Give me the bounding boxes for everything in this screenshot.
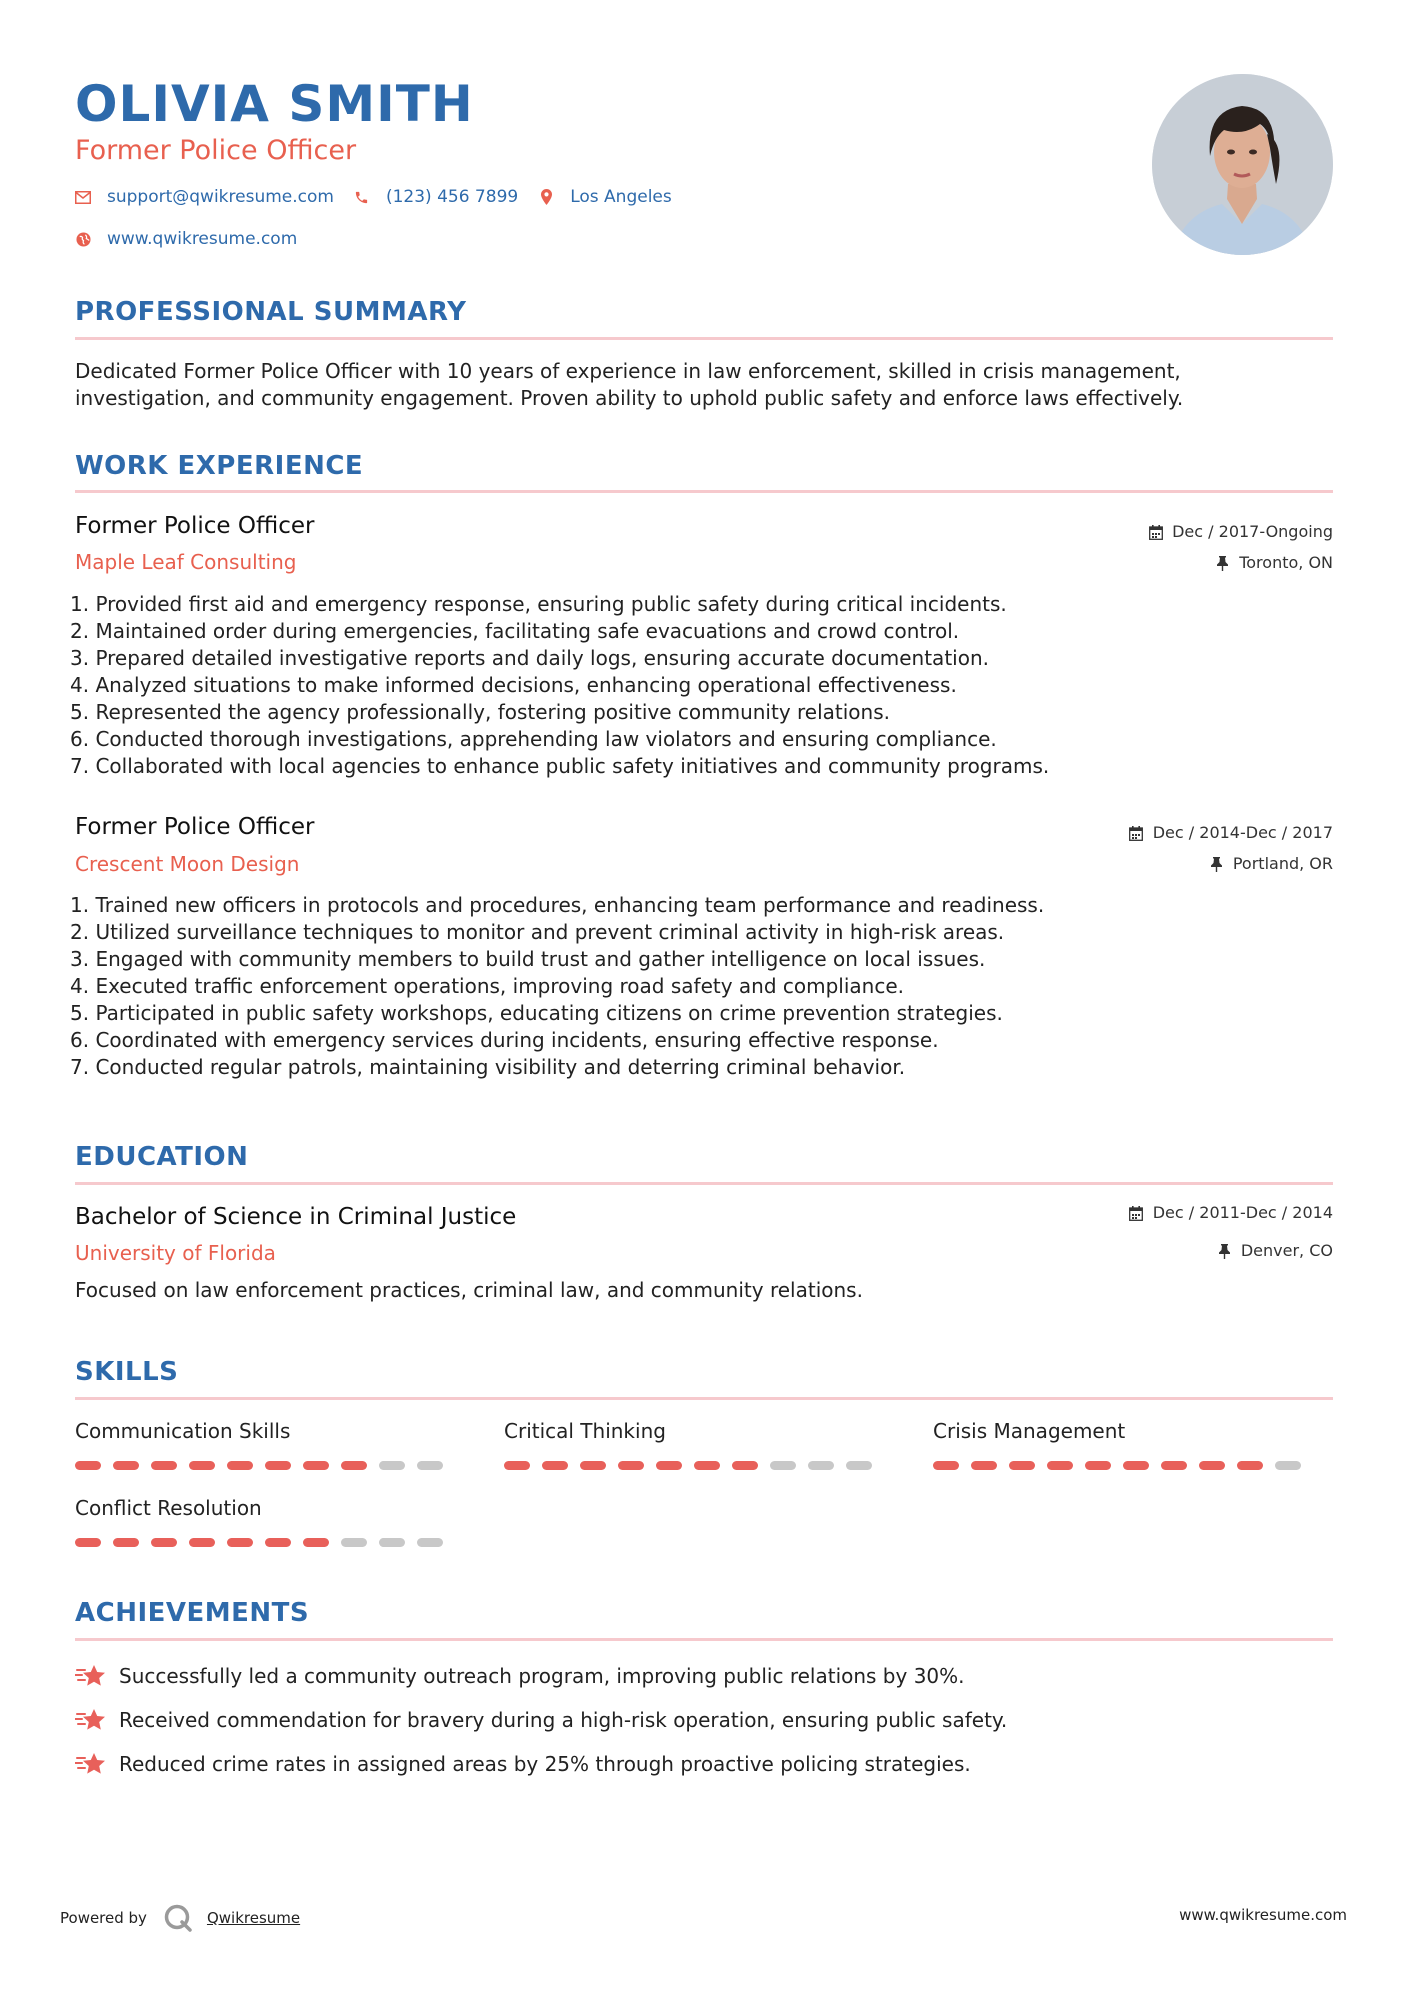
degree-title: Bachelor of Science in Criminal Justice bbox=[75, 1204, 517, 1230]
skill-item bbox=[504, 1418, 884, 1470]
skill-segment-empty bbox=[1275, 1461, 1301, 1470]
location-text: Los Angeles bbox=[570, 187, 672, 207]
skill-segment-filled bbox=[75, 1538, 101, 1547]
candidate-title: Former Police Officer bbox=[75, 135, 357, 166]
skill-segment-filled bbox=[151, 1538, 177, 1547]
section-divider bbox=[75, 490, 1333, 493]
skill-segment-empty bbox=[770, 1461, 796, 1470]
job-dates-text: Dec / 2014-Dec / 2017 bbox=[1152, 823, 1333, 842]
skill-segment-filled bbox=[1123, 1461, 1149, 1470]
phone-icon bbox=[354, 189, 370, 205]
map-pin-icon bbox=[538, 189, 554, 205]
qwikresume-link[interactable]: Qwikresume bbox=[206, 1909, 301, 1927]
qwikresume-logo-icon bbox=[163, 1903, 193, 1933]
school-name: University of Florida bbox=[75, 1241, 276, 1265]
skill-rating-bar bbox=[504, 1461, 884, 1470]
skill-segment-filled bbox=[1009, 1461, 1035, 1470]
skill-segment-filled bbox=[303, 1538, 329, 1547]
job-dates bbox=[1148, 522, 1333, 542]
skill-segment-filled bbox=[227, 1461, 253, 1470]
education-location-text: Denver, CO bbox=[1240, 1241, 1333, 1260]
skill-segment-filled bbox=[151, 1461, 177, 1470]
achievement-text: Reduced crime rates in assigned areas by 25% through proactive policing strategies. bbox=[119, 1751, 971, 1776]
list-item: 7. Conducted regular patrols, maintaining visibility and deterring criminal behavior. bbox=[70, 1055, 906, 1079]
skill-segment-filled bbox=[265, 1538, 291, 1547]
contact-row-secondary bbox=[75, 229, 317, 249]
pushpin-icon bbox=[1215, 556, 1230, 571]
education-location bbox=[1217, 1241, 1333, 1261]
achievement-item bbox=[75, 1749, 971, 1779]
list-item: 1. Trained new officers in protocols and procedures, enhancing team performance and readiness. bbox=[70, 893, 1045, 917]
star-icon bbox=[75, 1661, 107, 1691]
skill-segment-filled bbox=[1199, 1461, 1225, 1470]
globe-icon bbox=[75, 231, 91, 247]
skill-segment-empty bbox=[379, 1538, 405, 1547]
skill-segment-filled bbox=[303, 1461, 329, 1470]
experience-heading: WORK EXPERIENCE bbox=[75, 451, 364, 481]
skill-segment-filled bbox=[580, 1461, 606, 1470]
star-icon bbox=[75, 1749, 107, 1779]
list-item: 2. Maintained order during emergencies, facilitating safe evacuations and crowd control. bbox=[70, 619, 960, 643]
education-dates bbox=[1129, 1203, 1333, 1223]
section-divider bbox=[75, 337, 1333, 340]
list-item: 3. Engaged with community members to build trust and gather intelligence on local issues. bbox=[70, 947, 986, 971]
achievement-item bbox=[75, 1661, 965, 1691]
star-icon bbox=[75, 1705, 107, 1735]
contact-row-primary bbox=[75, 187, 692, 207]
achievement-text: Successfully led a community outreach program, improving public relations by 30%. bbox=[119, 1663, 965, 1688]
list-item: 3. Prepared detailed investigative reports and daily logs, ensuring accurate documentation. bbox=[70, 646, 989, 670]
skill-segment-filled bbox=[265, 1461, 291, 1470]
contact-email[interactable] bbox=[75, 187, 334, 207]
list-item: 2. Utilized surveillance techniques to monitor and prevent criminal activity in high-risk areas. bbox=[70, 920, 1005, 944]
skill-name: Communication Skills bbox=[75, 1419, 291, 1443]
skill-segment-filled bbox=[504, 1461, 530, 1470]
skill-segment-filled bbox=[542, 1461, 568, 1470]
phone-text: (123) 456 7899 bbox=[385, 187, 519, 207]
job-dates-text: Dec / 2017-Ongoing bbox=[1172, 522, 1333, 541]
calendar-icon bbox=[1129, 1206, 1144, 1221]
job-company: Crescent Moon Design bbox=[75, 852, 300, 876]
skill-item bbox=[75, 1418, 455, 1470]
contact-phone[interactable] bbox=[354, 187, 518, 207]
calendar-icon bbox=[1148, 525, 1163, 540]
skill-segment-filled bbox=[1161, 1461, 1187, 1470]
skill-rating-bar bbox=[75, 1538, 455, 1547]
skill-segment-filled bbox=[75, 1461, 101, 1470]
job-company: Maple Leaf Consulting bbox=[75, 550, 297, 574]
job-dates bbox=[1129, 823, 1333, 843]
contact-website[interactable] bbox=[75, 229, 297, 249]
skill-segment-filled bbox=[1085, 1461, 1111, 1470]
skill-name: Crisis Management bbox=[933, 1419, 1126, 1443]
education-dates-text: Dec / 2011-Dec / 2014 bbox=[1152, 1203, 1333, 1222]
skill-segment-empty bbox=[846, 1461, 872, 1470]
email-text: support@qwikresume.com bbox=[107, 187, 334, 207]
skill-item bbox=[933, 1418, 1313, 1470]
skill-segment-empty bbox=[417, 1461, 443, 1470]
skill-rating-bar bbox=[75, 1461, 455, 1470]
skill-segment-filled bbox=[189, 1461, 215, 1470]
skill-segment-empty bbox=[379, 1461, 405, 1470]
summary-heading: PROFESSIONAL SUMMARY bbox=[75, 297, 467, 327]
footer-url[interactable]: www.qwikresume.com bbox=[1179, 1906, 1347, 1924]
pushpin-icon bbox=[1209, 857, 1224, 872]
envelope-icon bbox=[75, 189, 91, 205]
skill-item bbox=[75, 1495, 455, 1547]
job-title: Former Police Officer bbox=[75, 814, 315, 840]
education-heading: EDUCATION bbox=[75, 1142, 249, 1172]
list-item: 5. Represented the agency professionally, fostering positive community relations. bbox=[70, 700, 890, 724]
job-location-text: Toronto, ON bbox=[1239, 553, 1333, 572]
achievement-text: Received commendation for bravery during a high-risk operation, ensuring public safety. bbox=[119, 1707, 1008, 1732]
skill-segment-filled bbox=[1047, 1461, 1073, 1470]
skill-segment-filled bbox=[113, 1461, 139, 1470]
powered-by-label: Powered by bbox=[60, 1909, 147, 1927]
skill-name: Critical Thinking bbox=[504, 1419, 666, 1443]
skill-segment-filled bbox=[971, 1461, 997, 1470]
skill-segment-filled bbox=[113, 1538, 139, 1547]
list-item: 4. Analyzed situations to make informed decisions, enhancing operational effectiveness. bbox=[70, 673, 957, 697]
candidate-name: OLIVIA SMITH bbox=[75, 75, 474, 133]
achievement-item bbox=[75, 1705, 1007, 1735]
website-text: www.qwikresume.com bbox=[107, 229, 298, 249]
summary-text: Dedicated Former Police Officer with 10 years of experience in law enforcement, skilled in crisis management, investigation, and community engagement. Proven ability to uphold public safety and enforce laws effectively. bbox=[75, 359, 1184, 410]
list-item: 6. Coordinated with emergency services during incidents, ensuring effective response. bbox=[70, 1028, 939, 1052]
skill-segment-empty bbox=[417, 1538, 443, 1547]
list-item: 5. Participated in public safety workshops, educating citizens on crime prevention strategies. bbox=[70, 1001, 1003, 1025]
contact-location bbox=[538, 187, 672, 207]
education-description: Focused on law enforcement practices, criminal law, and community relations. bbox=[75, 1278, 863, 1302]
skill-segment-filled bbox=[618, 1461, 644, 1470]
job-title: Former Police Officer bbox=[75, 513, 315, 539]
skill-rating-bar bbox=[933, 1461, 1313, 1470]
skill-segment-empty bbox=[808, 1461, 834, 1470]
job-location-text: Portland, OR bbox=[1232, 854, 1333, 873]
section-divider bbox=[75, 1638, 1333, 1641]
skill-segment-empty bbox=[341, 1538, 367, 1547]
job-location bbox=[1209, 854, 1333, 874]
list-item: 1. Provided first aid and emergency response, ensuring public safety during critical incidents. bbox=[70, 592, 1007, 616]
calendar-icon bbox=[1129, 826, 1144, 841]
skill-segment-filled bbox=[189, 1538, 215, 1547]
profile-photo bbox=[1152, 74, 1333, 255]
achievements-heading: ACHIEVEMENTS bbox=[75, 1598, 310, 1628]
job-location bbox=[1215, 553, 1333, 573]
skill-segment-filled bbox=[732, 1461, 758, 1470]
skill-segment-filled bbox=[656, 1461, 682, 1470]
list-item: 7. Collaborated with local agencies to enhance public safety initiatives and community programs. bbox=[70, 754, 1050, 778]
list-item: 6. Conducted thorough investigations, apprehending law violators and ensuring compliance. bbox=[70, 727, 997, 751]
section-divider bbox=[75, 1182, 1333, 1185]
skills-heading: SKILLS bbox=[75, 1357, 179, 1387]
skill-segment-filled bbox=[933, 1461, 959, 1470]
skill-segment-filled bbox=[227, 1538, 253, 1547]
pushpin-icon bbox=[1217, 1244, 1232, 1259]
skill-segment-filled bbox=[694, 1461, 720, 1470]
job-responsibilities bbox=[70, 591, 1310, 780]
section-divider bbox=[75, 1397, 1333, 1400]
job-responsibilities bbox=[70, 892, 1310, 1081]
skill-segment-filled bbox=[1237, 1461, 1263, 1470]
list-item: 4. Executed traffic enforcement operations, improving road safety and compliance. bbox=[70, 974, 905, 998]
skill-segment-filled bbox=[341, 1461, 367, 1470]
skill-name: Conflict Resolution bbox=[75, 1496, 262, 1520]
footer-powered-by bbox=[60, 1903, 300, 1933]
